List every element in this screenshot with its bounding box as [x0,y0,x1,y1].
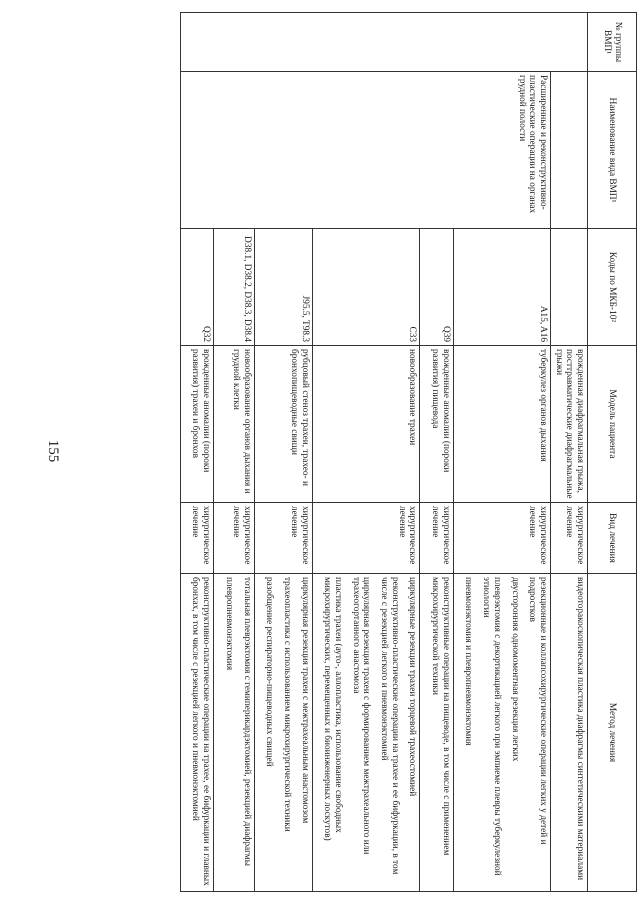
treatment-method-item: реконструктивно-пластические операции на трахее и ее бифуркации, в том числе с резекцией легкого и пневмонэктомией [379,577,400,875]
treatment-method-cell [453,574,550,892]
treatment-kind-cell: хирургическое лечение [312,503,420,574]
treatment-kind-cell: хирургическое лечение [420,503,453,574]
patient-model-cell: новообразование органов дыхания и грудной клетки [214,346,254,503]
table-row [550,13,587,892]
icd-codes-cell: C33 [312,229,420,346]
header-treatment-method: Метод лечения [588,574,637,892]
treatment-kind-cell: хирургическое лечение [254,503,312,574]
header-vmp-name: Наименование вида ВМП¹ [588,72,637,229]
header-patient-model: Модель пациента [588,346,637,503]
icd-codes-cell: Q39 [420,229,453,346]
header-treatment-kind: Вид лечения [588,503,637,574]
icd-codes-cell: Q32 [180,229,213,346]
document-sheet [62,12,637,892]
treatment-method-item: пластика трахеи (ауто-, аллопластика, использование свободных микрохирургических, перемещенных и биоинженерных лоскутов) [322,577,343,841]
vmp-name-cell: Расширенные и реконструктивно-пластические операции на органах грудной полости [180,72,550,229]
treatment-kind-cell: хирургическое лечение [180,503,213,574]
treatment-method-cell [420,574,453,892]
header-row [588,13,637,892]
treatment-method-cell [214,574,254,892]
table-row [453,13,550,892]
patient-model-cell: врожденная диафрагмальная грыжа, посттравматические диафрагмальные грыжи [550,346,587,503]
header-icd-codes: Коды по МКБ-10² [588,229,637,346]
treatment-method-item: реконструктивные операции на пищеводе, в том числе с применением микрохирургической техники [430,577,451,856]
treatment-method-item: резекционные и коллапсохирургические операции легких у детей и подростков [527,577,548,845]
treatment-kind-cell: хирургическое лечение [453,503,550,574]
treatment-method-item: видеоторакоскопическая пластика диафрагмы синтетическими материалами [575,577,585,881]
icd-codes-cell [550,229,587,346]
treatment-method-item: трахеопластика с использованием микрохирургической техники [281,577,292,832]
treatment-method-item: разобщение респираторно-пищеводных свищей [264,577,275,767]
vmp-name-cell [550,72,587,229]
vmp-table [180,12,637,892]
table-body [180,13,587,892]
treatment-method-cell [550,574,587,892]
treatment-method-item: реконструктивно-пластические операции на трахее, ее бифуркации и главных бронхах, в том числе с резекцией легкого и пневмонэктомией [190,577,212,886]
treatment-method-item: циркулярная резекция трахеи с формированием межтрахеального или трахеогортанного анастомоза [350,577,372,855]
treatment-method-cell [180,574,213,892]
treatment-method-item: циркулярные резекции трахеи торцевой трахеостомией [407,577,418,797]
patient-model-cell: туберкулез органов дыхания [453,346,550,503]
treatment-kind-cell: хирургическое лечение [550,503,587,574]
treatment-method-cell [254,574,312,892]
icd-codes-cell: A15, A16 [453,229,550,346]
patient-model-cell: врожденные аномалии (пороки развития) пищевода [420,346,453,503]
treatment-kind-cell: хирургическое лечение [214,503,254,574]
header-group-no: № группы ВМП¹ [588,13,637,72]
group-number-cell [180,13,587,72]
patient-model-cell: новообразование трахеи [312,346,420,503]
patient-model-cell: врожденные аномалии (пороки развития) трахеи и бронхов [180,346,213,503]
treatment-method-item: плеврэктомия с декортикацией легкого при эмпиеме плевры туберкулезной этиологии [481,577,502,876]
treatment-method-item: тотальная плеврэктомия с гемиперикардэктомией, резекцией диафрагмы [241,577,252,866]
treatment-method-item: циркулярная резекция трахеи с межтрахеальным анастомозом [299,577,310,824]
patient-model-cell: рубцовый стеноз трахеи, трахео- и бронхопищеводные свищи [254,346,312,503]
icd-codes-cell: J95.5, T98.3 [254,229,312,346]
treatment-method-item: двусторонняя одномоментная резекция легких [509,577,520,762]
treatment-method-item: пневмонэктомия и плевропневмонэктомия [463,577,474,746]
icd-codes-cell: D38.1, D38.2, D38.3, D38.4 [214,229,254,346]
page-number: 155 [45,439,61,463]
treatment-method-item: плевропневмонэктомия [223,577,234,671]
treatment-method-cell [312,574,420,892]
